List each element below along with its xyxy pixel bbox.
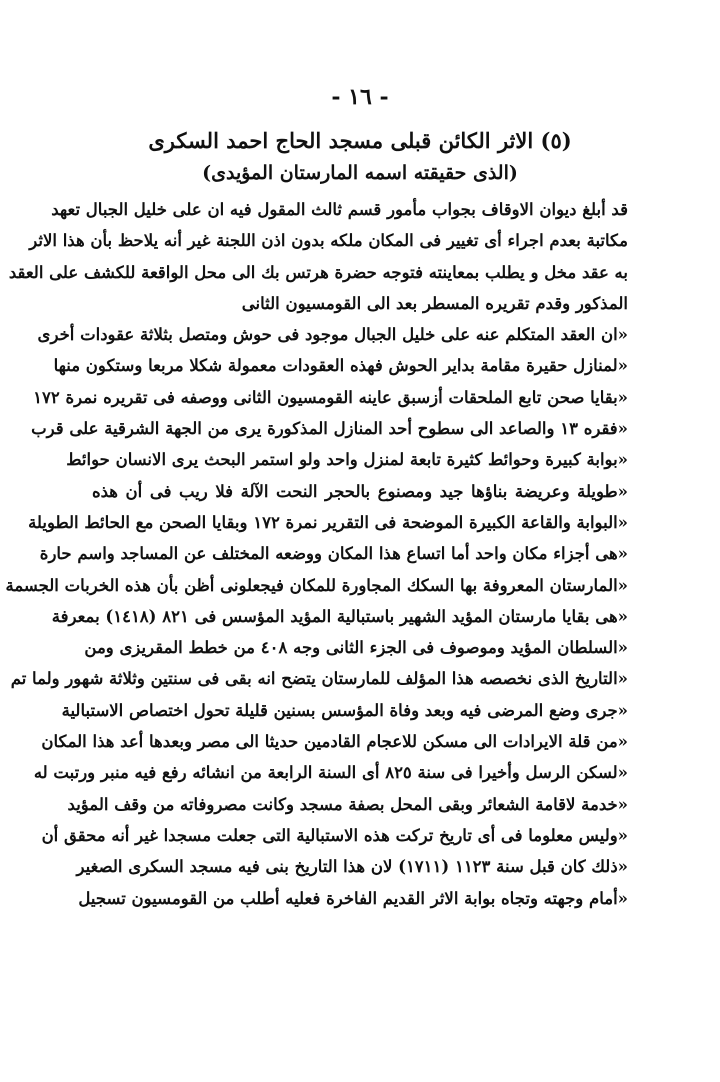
text-line: «السلطان المؤيد وموصوف فى الجزء الثانى وجه ٤٠٨ من خطط المقريزى ومن [84,638,628,658]
text-line: «ذلك كان قبل سنة ١١٢٣ (١٧١١) لان هذا التاريخ بنى فيه مسجد السكرى الصغير [76,857,628,877]
text-line: «خدمة لاقامة الشعائر وبقى المحل بصفة مسجد وكانت مصروفاته من وقف المؤيد [67,794,628,814]
text-line: «فقره ١٣ والصاعد الى سطوح أحد المنازل المذكورة يرى من الجهة الشرقية على قرب [31,419,628,439]
body-text [5,194,628,914]
text-line: به عقد مخل و يطلب بمعاينته فتوجه حضرة هرتس بك الى محل الواقعة للكشف على العقد [8,262,628,282]
text-line: «التاريخ الذى نخصصه هذا المؤلف للمارستان يتضح انه بقى فى سنتين وثلاثة شهور ولما تم [10,669,628,689]
text-line: «بقايا صحن تابع الملحقات أزسبق عاينه القومسيون الثانى ووصفه فى تقريره نمرة ١٧٢ [33,387,628,407]
text-line: قد أبلغ ديوان الاوقاف بجواب مأمور قسم ثالث المقول فيه ان على خليل الجبال تعهد [51,200,628,219]
text-line: «هى بقايا مارستان المؤيد الشهير باستبالية المؤيد المؤسس فى ٨٢١ (١٤١٨) بمعرفة [51,606,628,626]
page-number: - ١٦ - [331,84,389,110]
text-line: «طويلة وعريضة بناؤها جيد ومصنوع بالحجر النحت الآلة فلا ريب فى أن هذه [92,481,628,501]
text-line: «أمام وجهته وتجاه بوابة الاثر القديم الفاخرة فعليه أطلب من القومسيون تسجيل [78,888,628,908]
text-line: «لسكن الرسل وأخيرا فى سنة ٨٢٥ أى السنة الرابعة من انشائه رفع فيه منبر ورتبت له [33,763,628,783]
text-line: «من قلة الايرادات الى مسكن للاعجام القادمين حديثا الى مصر وبعدها أعد هذا المكان [41,732,628,752]
text-line: «البوابة والقاعة الكبيرة الموضحة فى التقرير نمرة ١٧٢ وبقايا الصحن مع الحائط الطويلة [28,512,628,532]
text-line: المذكور وقدم تقريره المسطر بعد الى القومسيون الثانى [241,293,628,313]
text-line: مكاتبة بعدم اجراء أى تغيير فى المكان ملكه بدون اذن اللجنة غير أنه يلاحظ بأن هذا الاثر [29,231,628,251]
section-title: (٥) الاثر الكائن قبلى مسجد الحاج احمد السكرى [148,128,572,153]
text-line: «جرى وضع المرضى فيه وبعد وفاة المؤسس بسنين قليلة تحول اختصاص الاستبالية [61,700,628,720]
text-line: «هى أجزاء مكان واحد أما اتساع هذا المكان ووضعه المختلف عن المساجد واسم حارة [39,544,628,564]
text-line: «لمنازل حقيرة مقامة بداير الحوش فهذه العقودات معمولة شكلا مربعا وستكون منها [53,356,628,376]
text-line: «ان العقد المتكلم عنه على خليل الجبال موجود فى حوش ومتصل بثلاثة عقودات أخرى [37,325,628,345]
text-line: «المارستان المعروفة بها السكك المجاورة للمكان فيجعلونى أظن بأن هذه الخربات الجسمة [5,575,628,595]
section-subtitle: (الذى حقيقته اسمه المارستان المؤيدى) [202,162,518,184]
text-line: «بوابة كبيرة وحوائط كثيرة تابعة لمنزل واحد ولو استمر البحث يرى الانسان حوائط [66,450,628,470]
text-line: «وليس معلوما فى أى تاريخ تركت هذه الاستبالية التى جعلت مسجدا غير أنه محقق أن [41,825,628,845]
